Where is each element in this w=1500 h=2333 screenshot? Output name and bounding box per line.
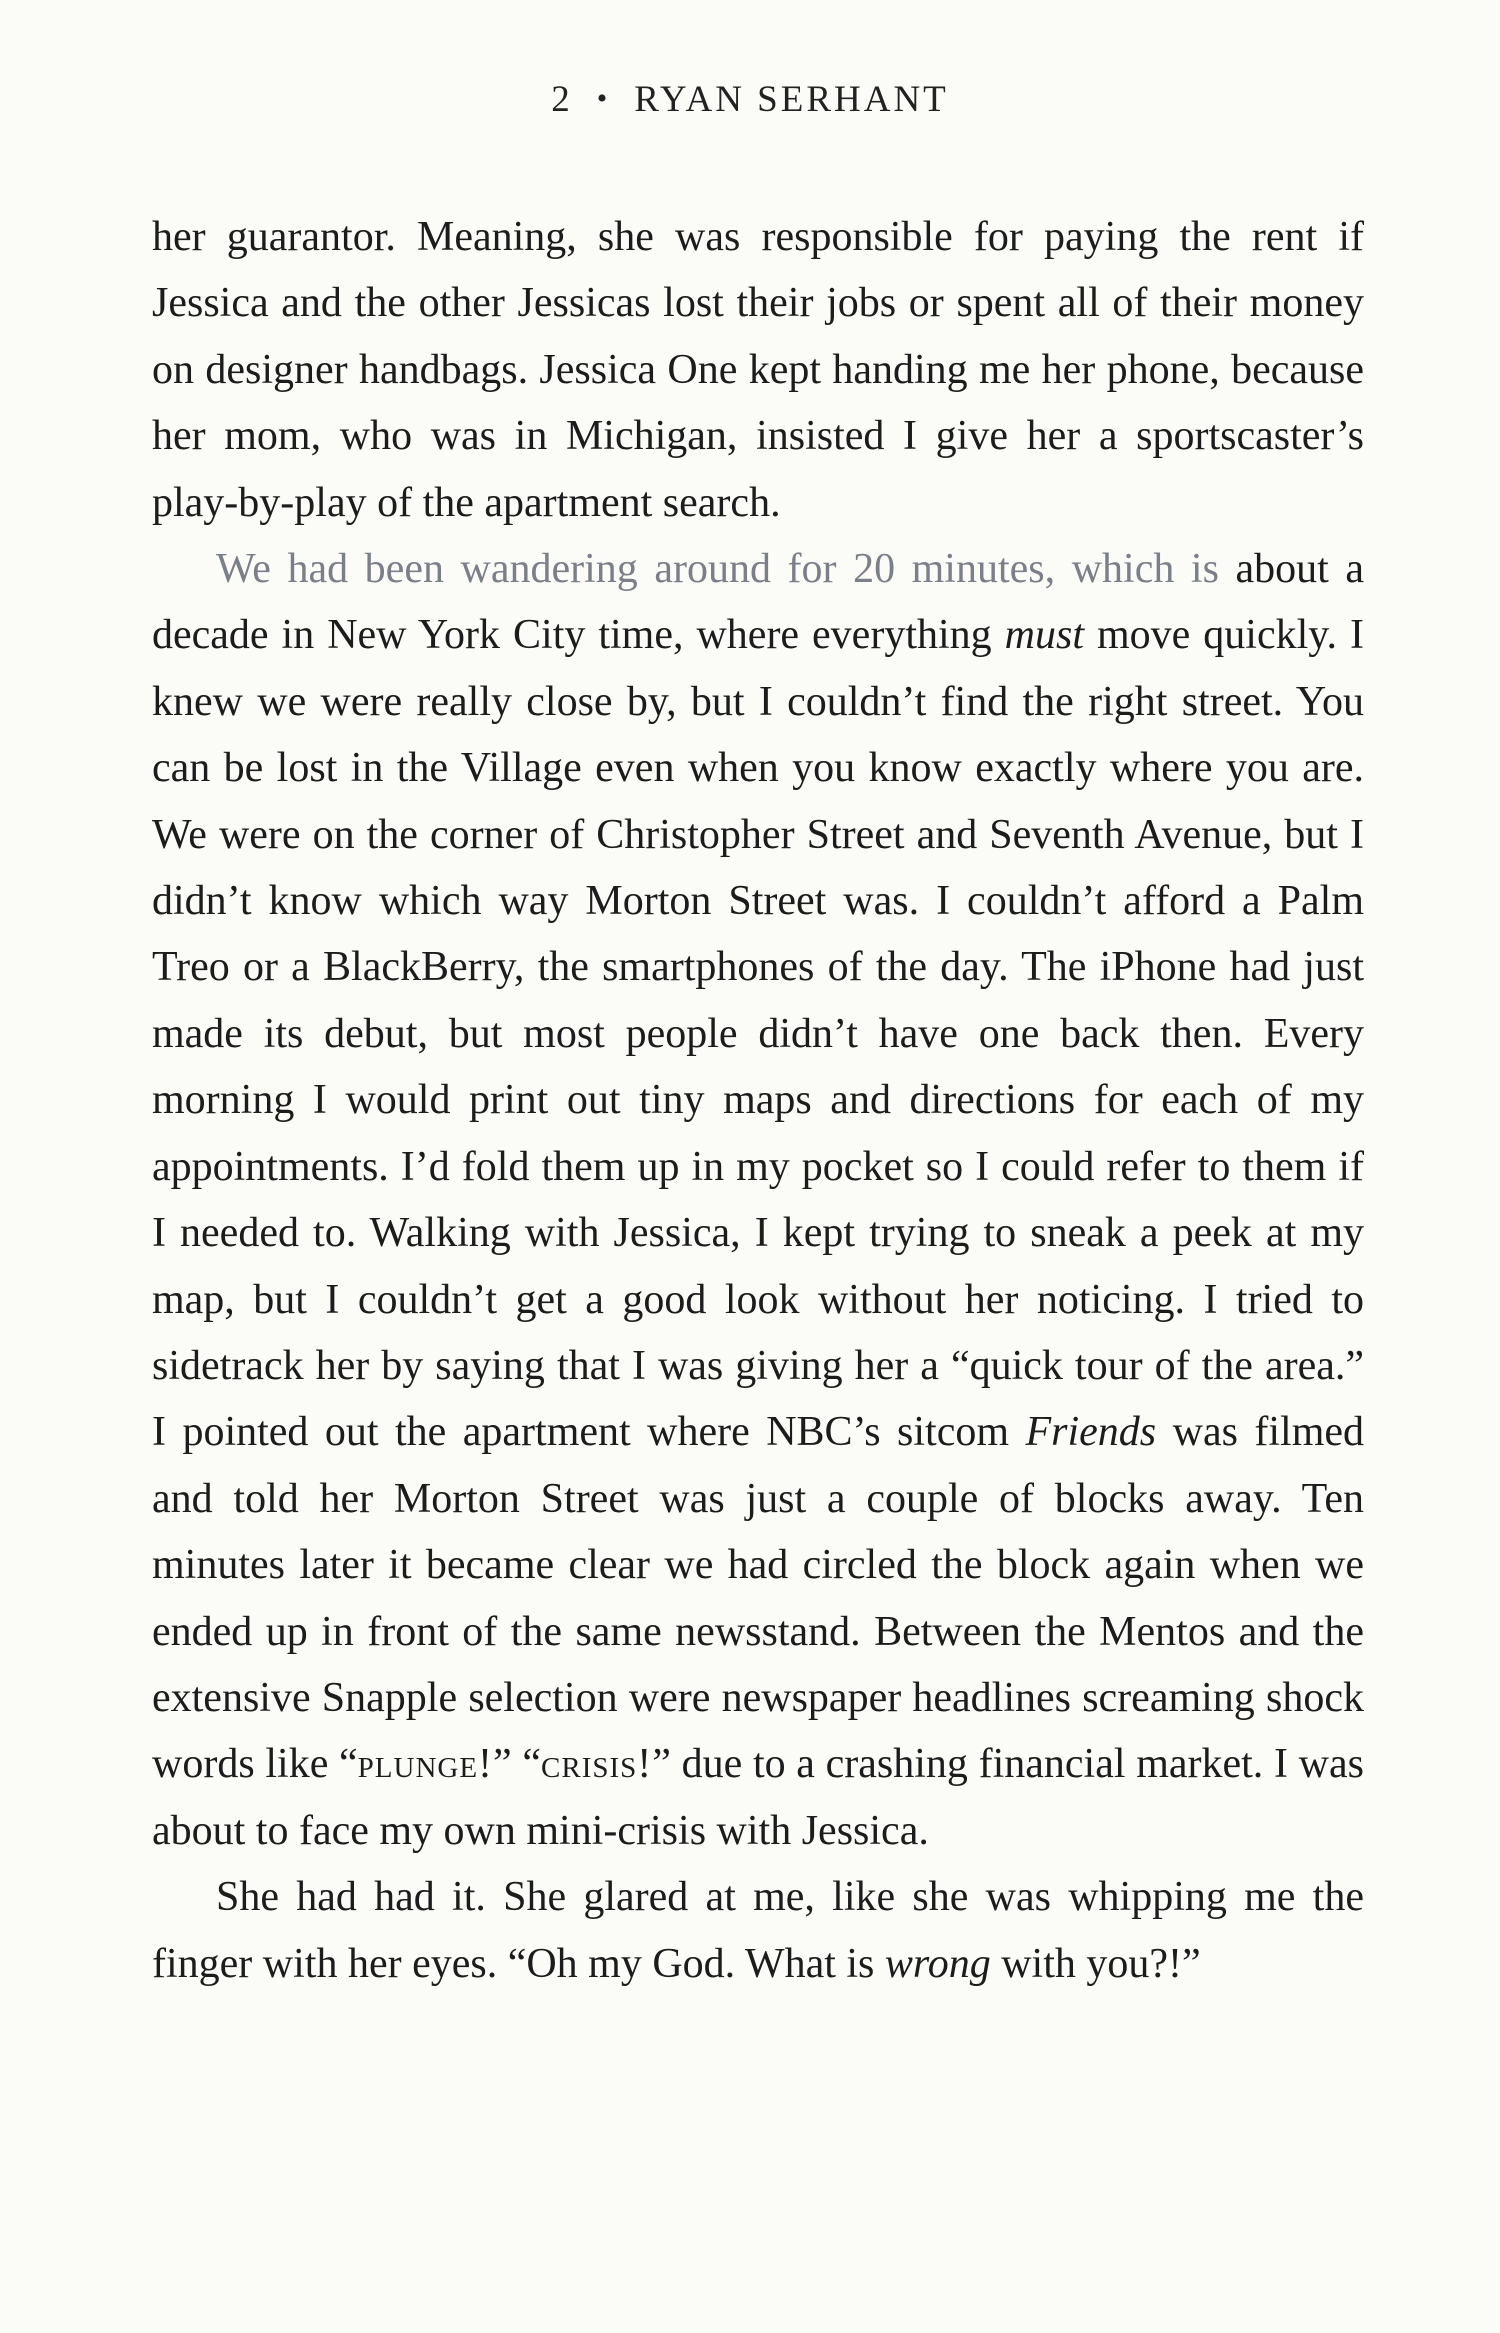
paragraph-2-text-d: ” “ xyxy=(493,1741,542,1788)
paragraph-2-text-a: about a decade in New York City time, where everything xyxy=(152,546,1364,659)
emphasis-must: must xyxy=(1004,612,1084,659)
header-separator: • xyxy=(596,82,611,115)
faded-line: We had been wandering around for 20 minutes, which is xyxy=(216,546,1219,593)
small-caps-plunge: plunge! xyxy=(357,1741,494,1788)
paragraph-1: her guarantor. Meaning, she was responsible for paying the rent if Jessica and the other Jessicas lost their jobs or spent all of their money on designer handbags. Jessica One kept handing me her phone, because her mom, who was in Michigan, insisted I give her a sportscaster’s play-by-play of the apartment search. xyxy=(152,214,1364,526)
paragraph-3-text-b: with you?!” xyxy=(1001,1940,1201,1987)
paragraph-2-text-e: ” due to a crashing financial market. I was about to face my own mini-crisis with Jessica. xyxy=(152,1741,1364,1854)
running-header xyxy=(0,78,1500,121)
paragraph-2-text-c: was filmed and told her Morton Street was just a couple of blocks away. Ten minutes later it became clear we had circled the block again when we ended up in front of the same newsstand. Between the Mentos and the extensive Snapple selection were newspaper headlines screaming shock words like “ xyxy=(152,1409,1365,1788)
paragraph-2 xyxy=(152,536,1364,1864)
paragraph-3-text-a: She had had it. She glared at me, like she was whipping me the finger with her eyes. “Oh my God. What is xyxy=(152,1874,1364,1987)
emphasis-friends: Friends xyxy=(1025,1409,1157,1456)
paragraph-2-text-b: move quickly. I knew we were really close by, but I couldn’t find the right street. You can be lost in the Village even when you know exactly where you are. We were on the corner of Christopher Street and Seventh Avenue, but I didn’t know which way Morton Street was. I couldn’t afford a Palm Treo or a BlackBerry, the smartphones of the day. The iPhone had just made its debut, but most people didn’t have one back then. Every morning I would print out tiny maps and directions for each of my appointments. I’d fold them up in my pocket so I could refer to them if I needed to. Walking with Jessica, I kept trying to sneak a peek at my map, but I couldn’t get a good look without her noticing. I tried to sidetrack her by saying that I was giving her a “quick tour of the area.” I pointed out the apartment where NBC’s sitcom xyxy=(152,612,1364,1456)
body-text xyxy=(152,204,1364,1997)
author-name: RYAN SERHANT xyxy=(634,79,949,120)
page-number: 2 xyxy=(551,79,573,120)
emphasis-wrong: wrong xyxy=(884,1940,991,1987)
paragraph-3 xyxy=(152,1864,1364,1997)
small-caps-crisis: crisis! xyxy=(541,1741,653,1788)
